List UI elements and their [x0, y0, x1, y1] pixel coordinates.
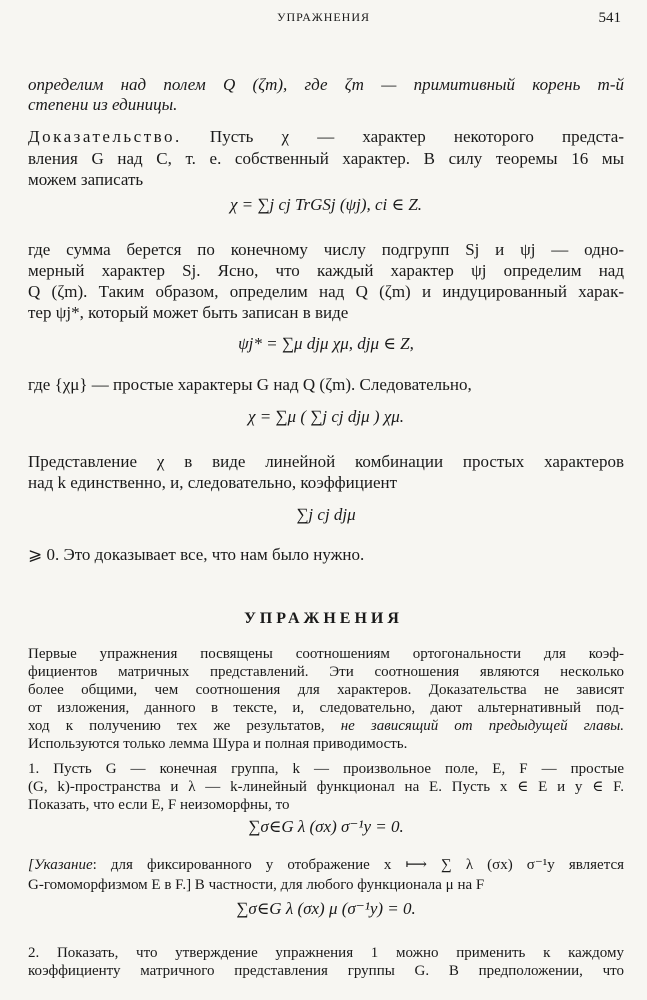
text-line: ⩾ 0. Это доказывает все, что нам было нужно.: [28, 545, 365, 564]
text-line: 1. Пусть G — конечная группа, k — произвольное поле, E, F — простые: [28, 761, 624, 777]
text-line: 2. Показать, что утверждение упражнения 1 можно применить к каждому: [28, 945, 624, 961]
text-line: где {χμ} — простые характеры G над Q (ζm). Следовательно,: [28, 375, 472, 394]
formula: ∑σ∈G λ (σx) σ⁻¹y = 0.: [248, 817, 404, 836]
text-line: вления G над C, т. е. собственный характер. В силу теоремы 16 мы: [28, 149, 624, 168]
formula: χ = ∑μ ( ∑j cj djμ ) χμ.: [247, 407, 405, 426]
text-line: (G, k)-пространства и λ — k-линейный функционал на E. Пусть x ∈ E и y ∈ F.: [28, 779, 624, 795]
formula: ∑j cj djμ: [296, 505, 356, 524]
text-line: G-гомоморфизмом E в F.] В частности, для любого функционала μ на F: [28, 877, 485, 893]
header-title: УПРАЖНЕНИЯ: [276, 10, 371, 24]
page-number: 541: [598, 10, 621, 26]
section-title: УПРАЖНЕНИЯ: [244, 610, 403, 627]
text-line: степени из единицы.: [28, 95, 178, 114]
text-line: Используются только лемма Шура и полная приводимость.: [28, 736, 408, 752]
text-line: коэффициенту матричного представления группы G. В предположении, что: [28, 963, 624, 979]
text-line: Q (ζm). Таким образом, определим над Q (ζm) и индуцированный харак-: [28, 282, 624, 301]
proof-label: Доказательство.: [28, 127, 182, 146]
text-line: определим над полем Q (ζm), где ζm — примитивный корень m-й: [28, 75, 624, 94]
text-line: [28, 127, 624, 147]
text-line: тер ψj*, который может быть записан в виде: [28, 303, 349, 322]
text-line: где сумма берется по конечному числу подгрупп Sj и ψj — одно-: [28, 240, 624, 259]
text-line: мерный характер Sj. Ясно, что каждый характер ψj определим над: [28, 261, 624, 280]
text-line: Показать, что если E, F неизоморфны, то: [28, 797, 290, 813]
text-line: более общими, чем соотношения для характеров. Доказательства не зависят: [28, 682, 624, 698]
hint-label: [Указание: [28, 857, 93, 873]
italic-span: не зависящий от предыдущей главы.: [340, 718, 624, 734]
text-line: фициентов матричных представлений. Эти соотношения являются несколько: [28, 664, 624, 680]
text-span: : для фиксированного y отображение x ⟼ ∑ λ (σx) σ⁻¹y является: [92, 857, 624, 873]
text-line: [28, 856, 624, 874]
text-span: Пусть χ — характер некоторого предста-: [181, 127, 624, 146]
formula: ∑σ∈G λ (σx) μ (σ⁻¹y) = 0.: [236, 899, 416, 918]
formula: ψj* = ∑μ djμ χμ, djμ ∈ Z,: [238, 334, 414, 353]
running-header: [0, 10, 647, 30]
text-line: от изложения, данного в тексте, и, следовательно, дают альтернативный под-: [28, 700, 624, 716]
text-span: ход к получению тех же результатов,: [28, 718, 341, 734]
text-line: Представление χ в виде линейной комбинации простых характеров: [28, 452, 624, 471]
text-line: Первые упражнения посвящены соотношениям ортогональности для коэф-: [28, 646, 624, 662]
text-line: над k единственно, и, следовательно, коэффициент: [28, 473, 398, 492]
text-line: можем записать: [28, 170, 144, 189]
text-line: [28, 717, 624, 735]
formula: χ = ∑j cj TrGSj (ψj), ci ∈ Z.: [229, 195, 423, 214]
